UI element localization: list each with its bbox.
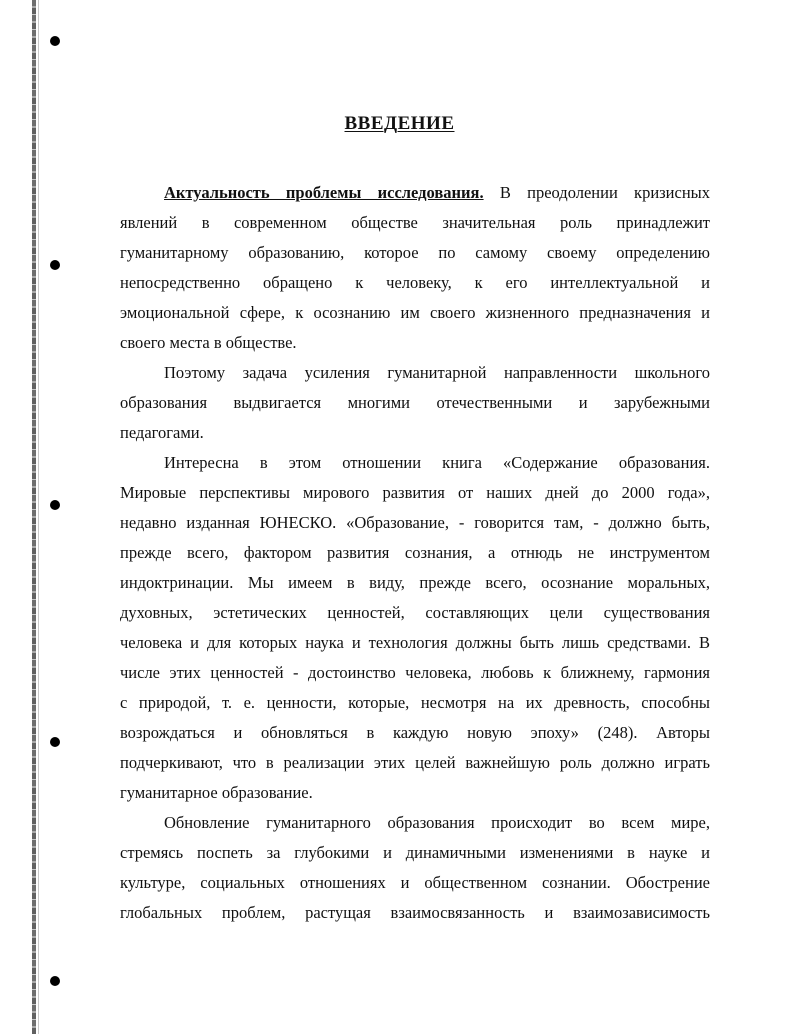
line-text: образования выдвигается многими отечественными и зарубежными [120, 393, 710, 412]
text-line [120, 448, 710, 478]
text-line [120, 838, 710, 868]
text-line [120, 658, 710, 688]
text-line [120, 418, 710, 448]
punch-hole [50, 260, 60, 270]
line-text: культуре, социальных отношениях и общественном сознании. Обострение [120, 873, 710, 892]
text-line [120, 178, 710, 208]
text-line [120, 628, 710, 658]
text-line [120, 868, 710, 898]
line-text: своего места в обществе. [120, 333, 297, 352]
line-text: Обновление гуманитарного образования происходит во всем мире, [164, 813, 710, 832]
line-text: гуманитарному образованию, которое по самому своему определению [120, 243, 710, 262]
text-line [120, 388, 710, 418]
line-text: недавно изданная ЮНЕСКО. «Образование, - говорится там, - должно быть, [120, 513, 710, 532]
line-text: эмоциональной сфере, к осознанию им своего жизненного предназначения и [120, 303, 710, 322]
text-line [120, 238, 710, 268]
text-line [120, 208, 710, 238]
text-line [120, 298, 710, 328]
body-text [120, 178, 710, 928]
line-text: числе этих ценностей - достоинство человека, любовь к ближнему, гармония [120, 663, 710, 682]
text-line [120, 268, 710, 298]
punch-hole [50, 976, 60, 986]
line-text: индоктринации. Мы имеем в виду, прежде всего, осознание моральных, [120, 573, 710, 592]
text-line [120, 358, 710, 388]
line-text: стремясь поспеть за глубокими и динамичными изменениями в науке и [120, 843, 710, 862]
line-text: прежде всего, фактором развития сознания, а отнюдь не инструментом [120, 543, 710, 562]
punch-hole [50, 737, 60, 747]
line-text: с природой, т. е. ценности, которые, несмотря на их древность, способны [120, 693, 710, 712]
line-text: педагогами. [120, 423, 204, 442]
text-line [120, 778, 710, 808]
line-text: подчеркивают, что в реализации этих целей важнейшую роль должно играть [120, 753, 710, 772]
line-text: гуманитарное образование. [120, 783, 313, 802]
section-lead: Актуальность проблемы исследования. [164, 183, 484, 202]
line-text: В преодолении кризисных [483, 183, 710, 202]
text-line [120, 748, 710, 778]
text-line [120, 478, 710, 508]
text-line [120, 568, 710, 598]
text-line [120, 688, 710, 718]
text-line [120, 328, 710, 358]
line-text: Мировые перспективы мирового развития от наших дней до 2000 года», [120, 483, 710, 502]
line-text: человека и для которых наука и технология должны быть лишь средствами. В [120, 633, 710, 652]
text-line [120, 538, 710, 568]
text-line [120, 808, 710, 838]
text-line [120, 898, 710, 928]
text-line [120, 718, 710, 748]
binding-edge [32, 0, 36, 1034]
punch-hole [50, 36, 60, 46]
line-text: глобальных проблем, растущая взаимосвязанность и взаимозависимость [120, 903, 710, 922]
line-text: духовных, эстетических ценностей, составляющих цели существования [120, 603, 710, 622]
line-text: непосредственно обращено к человеку, к его интеллектуальной и [120, 273, 710, 292]
line-text: явлений в современном обществе значительная роль принадлежит [120, 213, 710, 232]
page-title: ВВЕДЕНИЕ [344, 113, 455, 134]
binding-edge-shadow [38, 0, 39, 1034]
line-text: возрождаться и обновляться в каждую новую эпоху» (248). Авторы [120, 723, 710, 742]
line-text: Поэтому задача усиления гуманитарной направленности школьного [164, 363, 710, 382]
text-line [120, 508, 710, 538]
punch-hole [50, 500, 60, 510]
text-line [120, 598, 710, 628]
line-text: Интересна в этом отношении книга «Содержание образования. [164, 453, 710, 472]
